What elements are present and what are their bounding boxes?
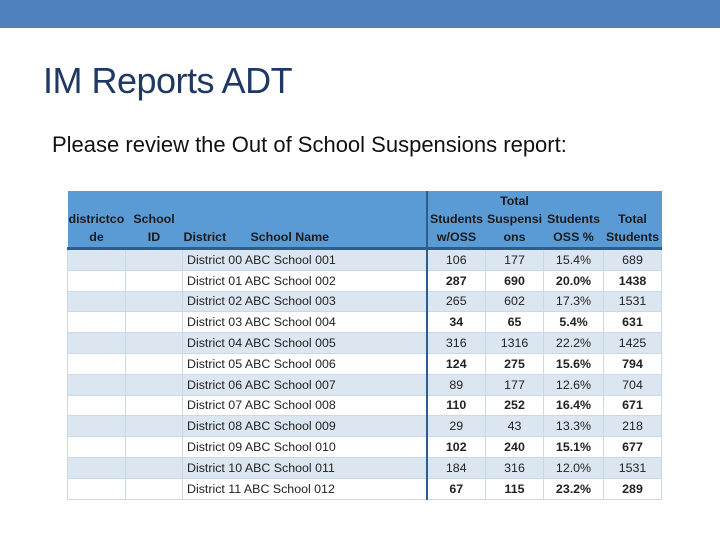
cell-students-oss: 106 [427,249,486,271]
cell-district-school: District 11 ABC School 012 [183,478,427,499]
cell-total-students: 1531 [604,457,662,478]
header-students-oss-line1: Students [429,212,483,226]
header-students-oss-line2: w/OSS [436,230,477,244]
table-body [68,249,662,500]
cell-district-school: District 09 ABC School 010 [183,437,427,458]
table-header-row [68,191,662,249]
cell-total-suspensions: 252 [486,395,544,416]
cell-districtcode [68,374,126,395]
cell-district-school: District 03 ABC School 004 [183,312,427,333]
cell-district-school: District 10 ABC School 011 [183,457,427,478]
cell-students-oss-pct: 12.0% [544,457,604,478]
cell-students-oss-pct: 12.6% [544,374,604,395]
cell-districtcode [68,353,126,374]
cell-district-school: District 00 ABC School 001 [183,249,427,271]
cell-districtcode [68,478,126,499]
cell-total-students: 631 [604,312,662,333]
header-school-id [126,191,183,249]
table-row [68,478,662,499]
header-total-students [604,191,662,249]
cell-school-id [126,437,183,458]
cell-total-suspensions: 240 [486,437,544,458]
cell-districtcode [68,291,126,312]
header-school-id-line2: ID [147,230,161,244]
cell-districtcode [68,457,126,478]
header-district [183,191,243,249]
cell-total-students: 677 [604,437,662,458]
cell-total-suspensions: 65 [486,312,544,333]
cell-districtcode [68,333,126,354]
cell-students-oss-pct: 16.4% [544,395,604,416]
cell-total-students: 671 [604,395,662,416]
cell-students-oss: 124 [427,353,486,374]
cell-school-id [126,312,183,333]
header-students-oss [427,191,486,249]
cell-students-oss: 102 [427,437,486,458]
header-students-oss-pct [544,191,604,249]
slide-title: IM Reports ADT [43,60,293,101]
header-total-suspensions [486,191,544,249]
cell-students-oss-pct: 5.4% [544,312,604,333]
cell-students-oss: 184 [427,457,486,478]
table-row [68,395,662,416]
cell-total-students: 289 [604,478,662,499]
cell-students-oss: 316 [427,333,486,354]
cell-districtcode [68,312,126,333]
slide-subtitle: Please review the Out of School Suspensions report: [52,132,567,157]
cell-students-oss-pct: 17.3% [544,291,604,312]
cell-students-oss: 287 [427,270,486,291]
cell-school-id [126,333,183,354]
table-row [68,437,662,458]
cell-total-suspensions: 1316 [486,333,544,354]
cell-school-id [126,416,183,437]
cell-students-oss: 265 [427,291,486,312]
cell-total-suspensions: 177 [486,374,544,395]
cell-total-students: 1531 [604,291,662,312]
cell-district-school: District 06 ABC School 007 [183,374,427,395]
cell-school-id [126,353,183,374]
cell-total-students: 1438 [604,270,662,291]
cell-students-oss-pct: 22.2% [544,333,604,354]
cell-total-students: 704 [604,374,662,395]
cell-district-school: District 01 ABC School 002 [183,270,427,291]
cell-students-oss-pct: 20.0% [544,270,604,291]
cell-districtcode [68,249,126,271]
header-districtcode [68,191,126,249]
cell-total-suspensions: 115 [486,478,544,499]
cell-school-id [126,457,183,478]
cell-total-students: 1425 [604,333,662,354]
cell-school-id [126,374,183,395]
cell-districtcode [68,395,126,416]
top-accent-bar [0,0,720,28]
cell-students-oss: 67 [427,478,486,499]
cell-students-oss: 34 [427,312,486,333]
cell-districtcode [68,437,126,458]
cell-total-students: 794 [604,353,662,374]
cell-total-suspensions: 177 [486,249,544,271]
cell-district-school: District 02 ABC School 003 [183,291,427,312]
cell-students-oss: 29 [427,416,486,437]
cell-total-suspensions: 275 [486,353,544,374]
cell-districtcode [68,270,126,291]
cell-school-id [126,291,183,312]
header-total-students-line2: Students [605,230,659,244]
cell-district-school: District 07 ABC School 008 [183,395,427,416]
header-school-id-line1: School [133,212,175,226]
cell-school-id [126,395,183,416]
table-row [68,333,662,354]
cell-students-oss: 89 [427,374,486,395]
header-students-oss-pct-line1: Students [546,212,600,226]
cell-total-students: 689 [604,249,662,271]
header-students-oss-pct-line2: OSS % [553,230,594,244]
cell-school-id [126,270,183,291]
cell-district-school: District 08 ABC School 009 [183,416,427,437]
header-total-suspensions-line3: ons [503,230,526,244]
cell-total-suspensions: 602 [486,291,544,312]
header-school-name-label: School Name [250,230,329,244]
oss-report-table [67,191,662,500]
table-row [68,353,662,374]
table-row [68,291,662,312]
cell-total-suspensions: 690 [486,270,544,291]
table-row [68,374,662,395]
cell-students-oss-pct: 15.4% [544,249,604,271]
cell-school-id [126,249,183,271]
table-row [68,457,662,478]
cell-students-oss-pct: 15.6% [544,353,604,374]
header-districtcode-line1: districtco [68,212,125,226]
cell-students-oss-pct: 23.2% [544,478,604,499]
cell-total-students: 218 [604,416,662,437]
cell-district-school: District 05 ABC School 006 [183,353,427,374]
cell-students-oss: 110 [427,395,486,416]
table-row [68,270,662,291]
cell-students-oss-pct: 15.1% [544,437,604,458]
table-row [68,416,662,437]
cell-students-oss-pct: 13.3% [544,416,604,437]
table-row [68,312,662,333]
cell-school-id [126,478,183,499]
table-row [68,249,662,271]
cell-total-suspensions: 43 [486,416,544,437]
header-district-label: District [183,230,227,244]
cell-districtcode [68,416,126,437]
header-total-suspensions-line1: Total [500,194,529,208]
header-total-students-line1: Total [618,212,647,226]
header-total-suspensions-line2: Suspensi [486,212,543,226]
cell-total-suspensions: 316 [486,457,544,478]
header-districtcode-line2: de [89,230,104,244]
header-school-name [243,191,427,249]
cell-district-school: District 04 ABC School 005 [183,333,427,354]
